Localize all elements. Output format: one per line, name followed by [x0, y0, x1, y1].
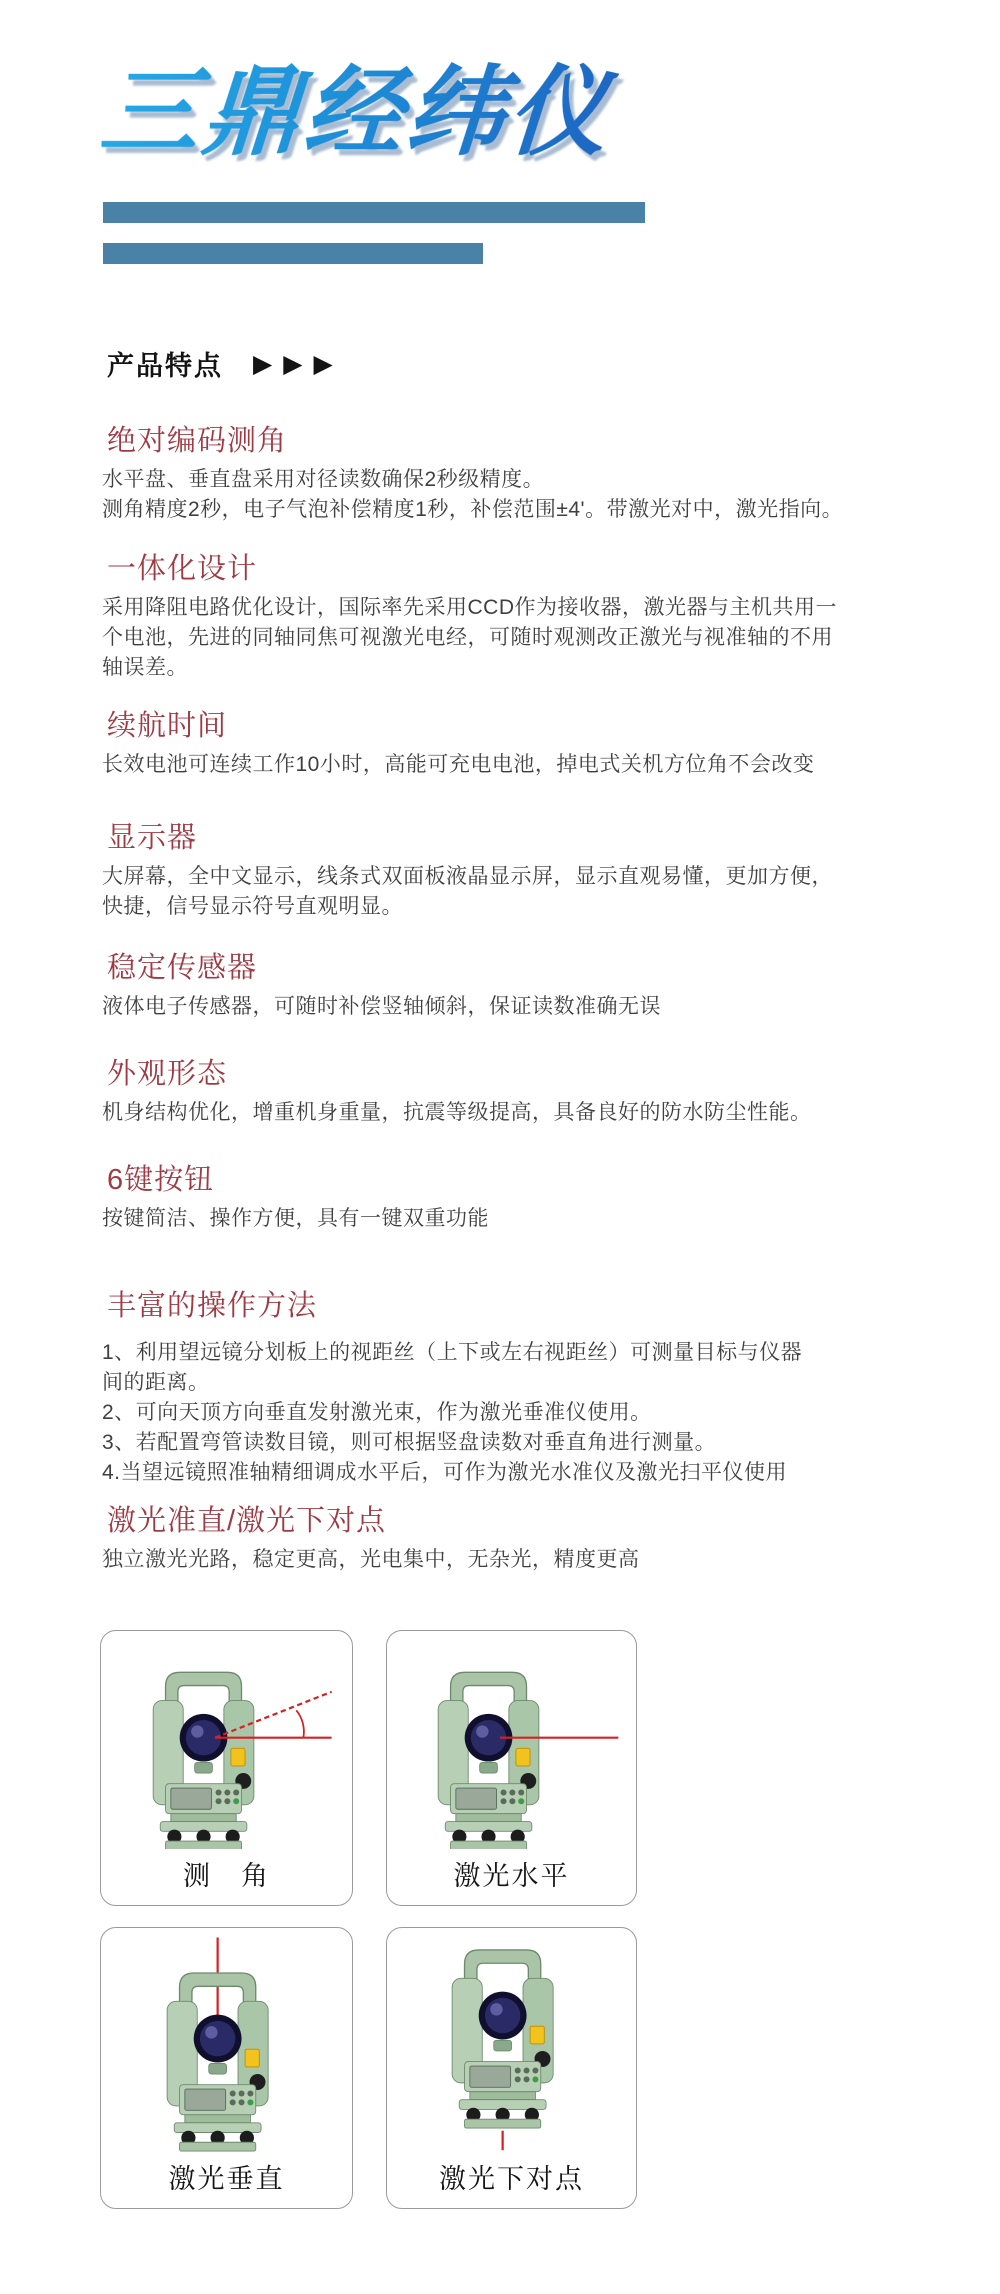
section-text-line: 个电池，先进的同轴同焦可视激光电经，可随时观测改正激光与视准轴的不用 — [102, 626, 833, 649]
section-battery-life — [102, 710, 912, 780]
section-heading: 一体化设计 — [107, 553, 258, 585]
section-six-key — [102, 1164, 912, 1234]
decor-bar-short — [103, 243, 483, 264]
section-text-line: 测角精度2秒，电子气泡补偿精度1秒，补偿范围±4'。带激光对中，激光指向。 — [102, 498, 844, 521]
section-text-line: 液体电子传感器，可随时补偿竖轴倾斜，保证读数准确无误 — [102, 995, 661, 1018]
section-laser-plummet — [102, 1505, 912, 1575]
section-appearance — [102, 1058, 912, 1128]
triple-arrow-icon: ▶▶▶ — [253, 349, 344, 378]
section-text-line: 4.当望远镜照准轴精细调成水平后，可作为激光水准仪及激光扫平仪使用 — [102, 1461, 788, 1484]
section-stable-sensor — [102, 952, 912, 1022]
product-photo-laser-horizontal — [386, 1630, 637, 1906]
features-header-label: 产品特点 — [107, 351, 223, 381]
decor-bar-long — [103, 202, 645, 223]
section-text-line: 轴误差。 — [102, 656, 188, 679]
theodolite-illustration — [101, 1637, 352, 1849]
section-text-line: 独立激光光路，稳定更高，光电集中，无杂光，精度更高 — [102, 1548, 640, 1571]
photo-caption: 激光水平 — [453, 1861, 570, 1891]
section-heading: 续航时间 — [107, 710, 228, 742]
section-text-line: 机身结构优化，增重机身重量，抗震等级提高，具备良好的防水防尘性能。 — [102, 1101, 812, 1124]
section-integrated-design — [102, 553, 912, 683]
section-display — [102, 822, 912, 922]
section-text-line: 3、若配置弯管读数目镜，则可根据竖盘读数对垂直角进行测量。 — [102, 1431, 717, 1454]
section-heading: 外观形态 — [107, 1058, 228, 1090]
theodolite-illustration — [387, 1637, 636, 1849]
section-heading: 丰富的操作方法 — [107, 1290, 318, 1322]
section-heading: 6键按钮 — [107, 1164, 215, 1196]
section-text-line: 水平盘、垂直盘采用对径读数确保2秒级精度。 — [102, 468, 545, 491]
photo-caption: 测 角 — [183, 1861, 270, 1891]
features-header — [107, 344, 344, 383]
product-photo-laser-down-point — [386, 1927, 637, 2209]
product-photo-laser-vertical — [100, 1927, 353, 2209]
section-heading: 激光准直/激光下对点 — [107, 1505, 387, 1537]
section-heading: 稳定传感器 — [107, 952, 258, 984]
theodolite-illustration — [101, 1934, 352, 2152]
photo-caption: 激光垂直 — [168, 2164, 285, 2194]
section-text-line: 1、利用望远镜分划板上的视距丝（上下或左右视距丝）可测量目标与仪器 — [102, 1341, 803, 1364]
section-text-line: 按键简洁、操作方便，具有一键双重功能 — [102, 1207, 489, 1230]
section-heading: 显示器 — [107, 822, 198, 854]
section-text-line: 采用降阻电路优化设计，国际率先采用CCD作为接收器，激光器与主机共用一 — [102, 596, 837, 619]
theodolite-illustration — [387, 1934, 636, 2152]
photo-caption: 激光下对点 — [439, 2164, 584, 2194]
section-absolute-encoding — [102, 425, 912, 525]
section-text-line: 2、可向天顶方向垂直发射激光束，作为激光垂准仪使用。 — [102, 1401, 652, 1424]
section-operation-methods — [102, 1290, 912, 1488]
brand-title: 三鼎经纬仪 — [95, 52, 624, 182]
section-text-line: 快捷，信号显示符号直观明显。 — [102, 895, 403, 918]
section-heading: 绝对编码测角 — [107, 425, 288, 457]
section-text-line: 间的距离。 — [102, 1371, 210, 1394]
section-text-line: 长效电池可连续工作10小时，高能可充电电池，掉电式关机方位角不会改变 — [102, 753, 815, 776]
product-photo-angle-measure — [100, 1630, 353, 1906]
section-text-line: 大屏幕，全中文显示，线条式双面板液晶显示屏，显示直观易懂，更加方便， — [102, 865, 833, 888]
